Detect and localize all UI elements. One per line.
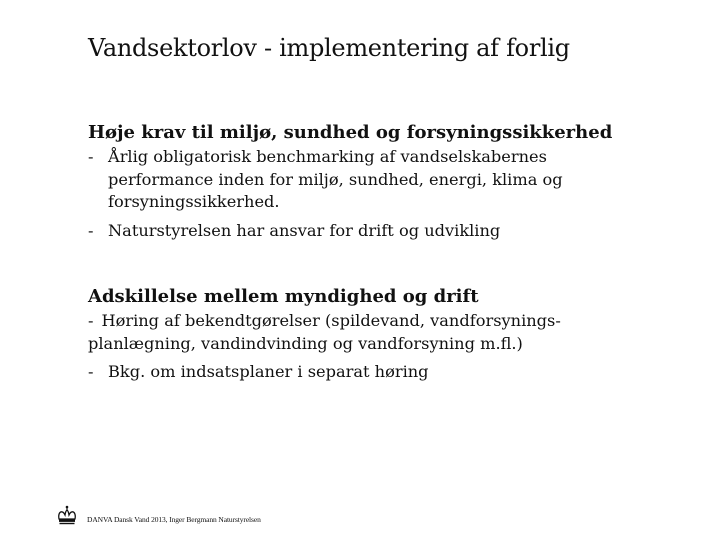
bullet-dash: - <box>88 220 94 240</box>
bullet-item <box>88 361 648 384</box>
bullet-text: Naturstyrelsen har ansvar for drift og udvikling <box>108 220 501 240</box>
section-heading: Adskillelse mellem myndighed og drift <box>88 286 479 307</box>
bullet-item <box>88 310 648 355</box>
bullet-dash: - <box>88 362 94 381</box>
bullet-item <box>88 146 648 214</box>
bullet-dash: - <box>88 311 94 330</box>
footer-credit: DANVA Dansk Vand 2013, Inger Bergmann Naturstyrelsen <box>87 515 261 524</box>
crown-icon <box>56 504 78 526</box>
bullet-text: Årlig obligatorisk benchmarking af vandselskabernes performance inden for miljø, sundhed, energi, klima og forsyningssikkerhed. <box>108 147 563 211</box>
bullet-text: Høring af bekendtgørelser (spildevand, vandforsynings-planlægning, vandindvinding og vandforsyning m.fl.) <box>88 311 561 353</box>
slide-footer <box>56 502 261 526</box>
slide-title: Vandsektorlov - implementering af forlig <box>88 34 570 62</box>
section-requirements <box>88 120 648 242</box>
section-separation <box>88 284 648 384</box>
bullet-text: Bkg. om indsatsplaner i separat høring <box>108 362 429 381</box>
bullet-dash: - <box>88 147 94 166</box>
bullet-item <box>88 220 648 243</box>
section-heading: Høje krav til miljø, sundhed og forsyningssikkerhed <box>88 122 613 143</box>
